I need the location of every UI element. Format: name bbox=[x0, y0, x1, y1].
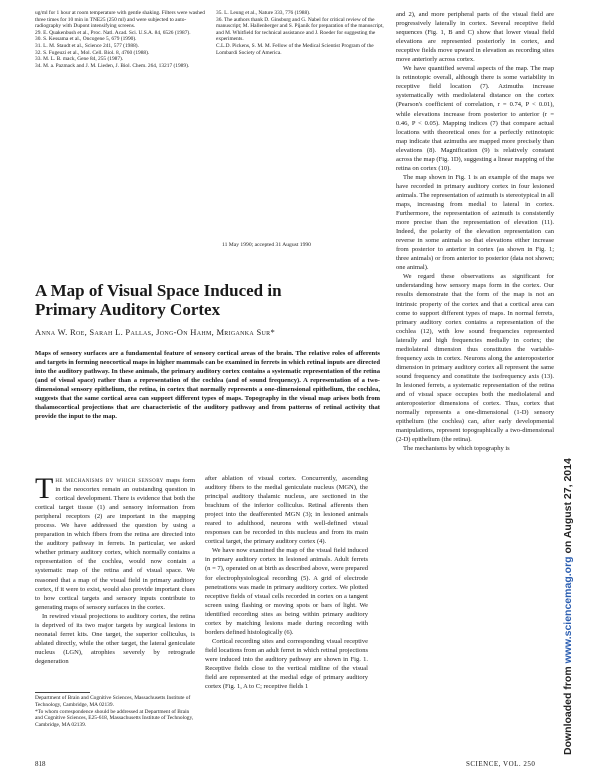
body-paragraph: The mechanisms by which topography is bbox=[403, 445, 510, 453]
title-line: Primary Auditory Cortex bbox=[35, 299, 221, 319]
body-paragraph: We have now examined the map of the visual field induced in primary auditory cortex in lesioned animals. Adult ferrets (n = 7), operated on at birth as described above, were prepared for electrophysiological recording (5). A grid of electrode penetrations was made in primary auditory cortex. We plotted receptive fields of visual cells recorded in cortex on a tangent screen using flashing or moving spots or bars of light. We identified recording sites as being within primary auditory cortex by matching lesions made during recording with borders defined histologically (6). bbox=[205, 547, 368, 636]
affiliation-note: Department of Brain and Cognitive Sciences, Massachusetts Institute of Technology, Cambridge, MA 02139. bbox=[35, 695, 191, 708]
abstract: Maps of sensory surfaces are a fundamental feature of sensory cortical areas of the brain. The relative roles of afferents and targets in forming neocortical maps in higher mammals can be examined in ferrets in which retinal inputs are directed into the auditory pathway. In these animals, the primary auditory cortex contains a systematic representation of the retina (and of visual space) rather than a representation of the cochlea (and of sound frequency). A representation of a two-dimensional sensory epithelium, the retina, in cortex that normally represents a one-dimensional epithelium, the cochlea, suggests that the same cortical area can support different types of maps. Topography in the visual map arises both from thalamocortical projections that are characteristic of the auditory pathway and from patterns of retinal activity that provide the input to the map. bbox=[35, 350, 380, 420]
article-title bbox=[35, 282, 375, 319]
received-date: 11 May 1990; accepted 31 August 1990 bbox=[222, 242, 311, 248]
body-paragraph: The map shown in Fig. 1 is an example of the maps we have recorded in primary auditory cortex in four lesioned animals. The representation of azimuth is stereotypical in all maps, increasing from medial to lateral in cortex. Furthermore, the representation of azimuth is consistently more precise than the representation of elevation (11). Indeed, the polarity of the elevation representation can reverse in some animals so that elevations either increase from posterior to anterior in cortex (as shown in Fig. 1; three animals) or from anterior to posterior (data not shown; one animal). bbox=[396, 173, 554, 272]
reference-entry: ug/ml for 1 hour at room temperature with gentle shaking. Filters were washed three times for 10 min in TNE25 (250 ml) and were subjected to auto-radiography with Dupont intensifying screens. bbox=[35, 10, 205, 30]
body-paragraph: after ablation of visual cortex. Concurrently, ascending auditory fibers to the medial geniculate nucleus (MGN), the principal auditory thalamic nucleus, are sectioned in the brachium of the inferior colliculus. Retinal afferents then project into the deafferented MGN (3); in lesioned animals reared to adulthood, neurons with well-defined visual responses can be recorded in this nucleus and from its main cortical target, the primary auditory cortex (4). bbox=[205, 475, 368, 546]
body-paragraph bbox=[35, 472, 195, 612]
body-paragraph: and 2), and more peripheral parts of the visual field are progressively laterally in cortex. Several receptive field sequences (Fig. 1, B and C) show that lower visual field elevations are represented posteriorly in cortex, and receptive fields move upward in elevation as recording sites move anteriorly across cortex. bbox=[396, 11, 554, 64]
body-paragraph: Cortical recording sites and corresponding visual receptive field locations from an adult ferret in which retinal projections were induced into the auditory pathway are shown in Fig. 1. Receptive fields close to the vertical midline of the visual field are represented at the medial edge of primary auditory cortex (Fig. 1, A to C; receptive fields 1 bbox=[205, 637, 368, 691]
references-left bbox=[35, 10, 207, 69]
body-paragraph: We regard these observations as significant for understanding how sensory maps form in the cortex. Our results demonstrate that the form of the map is not an intrinsic property of the cortex and that a cortical area can come to support different types of maps. In normal ferrets, primary auditory cortex contains a representation of the cochlea (12), with low sound frequencies represented laterally and high frequencies medially in cortex; the mediolateral dimension thus constitutes the variable-frequency axis in cortex. Neurons along the anteroposterior dimension in primary auditory cortex all represent the same sound frequency and constitute the isofrequency axis (13). In lesioned ferrets, a systematic representation of the retina and of visual space occupies both the mediolateral and anteroposterior dimensions of cortex. Thus, cortex that normally represents a one-dimensional (1-D) sensory epithelium (the cochlea) can, after early developmental manipulations, represent topographically a two-dimensional (2-D) epithelium (the retina). bbox=[396, 273, 554, 444]
watermark-link[interactable]: www.sciencemag.org bbox=[562, 556, 574, 664]
watermark-suffix: on August 27, 2014 bbox=[562, 458, 574, 557]
reference-entry: 30. S. Kessama et al., Oncogene 5, 679 (1990). bbox=[35, 36, 137, 43]
reference-entry: 35. L. Leung et al., Nature 333, 776 (1988). bbox=[216, 10, 311, 16]
body-column-2 bbox=[205, 474, 368, 691]
body-paragraph: In rewired visual projections to auditory cortex, the retina is deprived of its two major targets by surgical lesions in neonatal ferret kits. One target, the superior colliculus, is ablated directly, while the other target, the lateral geniculate nucleus (LGN), atrophies severely by retrograde degeneration bbox=[35, 612, 195, 665]
title-line: A Map of Visual Space Induced in bbox=[35, 281, 282, 300]
lead-in-caps: he mechanisms by which sensory bbox=[55, 477, 164, 484]
author-footnotes bbox=[35, 695, 195, 729]
body-paragraph: We have quantified several aspects of the map. The map is retinotopic overall, although there is some variability in receptive field location (7). Azimuths increase systematically with mediolateral distance on the cortex (Pearson's coefficient of correlation, r = 0.74, P < 0.01), while elevations increase from posterior to anterior (r = 0.46, P < 0.05). Mapping indices (7) that compare actual locations with theoretical ones for a perfectly retinotopic map indicate that azimuths are mapped more precisely than elevations (8). Magnification (9) is relatively constant across the map (Fig. 1D), suggesting a linear mapping of the retina on cortex (10). bbox=[396, 65, 554, 172]
references-middle bbox=[216, 10, 388, 56]
body-column-1 bbox=[35, 472, 195, 666]
watermark-prefix: Downloaded from bbox=[562, 663, 574, 755]
author-list: Anna W. Roe, Sarah L. Pallas, Jong-On Hahm, Mriganka Sur* bbox=[35, 327, 276, 337]
reference-entry: 36. The authors thank D. Ginsburg and G. Nabel for critical review of the manuscript; M. Hallenberger and S. Pijanik for preparation of the manuscript, and M. Whitfield for technical assistance and J. Roeder for suggesting the experiments. bbox=[216, 16, 384, 43]
reference-entry: 32. S. Fugeuzi et al., Mol. Cell. Biol. 8, 4760 (1988). bbox=[35, 49, 150, 56]
reference-entry: 34. M. a. Pazmack and J. M. Lieden, J. Biol. Chem. 264, 13217 (1989). bbox=[35, 62, 190, 69]
drop-cap: T bbox=[35, 472, 54, 505]
footnote-divider bbox=[35, 692, 90, 693]
reference-entry: 33. M. L. B. mack, Gene 84, 255 (1987). bbox=[35, 56, 124, 63]
paragraph-text: maps form in the neocortex remain an outstanding question in cortical development. There is evidence that both the cortical target tissue (1) and sensory information from peripheral receptors (2) are important in the mapping process. We have addressed the question by using a preparation in which fibers from the retina are directed into the auditory pathway in ferrets. In particular, we asked whether primary auditory cortex, which normally contains a representation of the cochlea, would now contain a systematic map of the retina and of visual space. We reasoned that a map of the visual field in primary auditory cortex, if it were to exist, would also provide important clues to how cortical targets and sensory inputs contribute to generating maps of sensory surfaces in the cortex. bbox=[35, 477, 195, 611]
correspondence-note: *To whom correspondence should be addressed at Department of Brain and Cognitive Sciences, E25-618, Massachusetts Institute of Technology, Cambridge, MA 02139. bbox=[35, 708, 194, 729]
reference-entry: C.L.D. Pickens, S. M. M. Fellow of the Medical Scientist Program of the Lombardi Society of America. bbox=[216, 42, 374, 56]
download-watermark bbox=[562, 235, 574, 755]
body-column-3 bbox=[396, 10, 554, 453]
journal-volume: SCIENCE, VOL. 250 bbox=[466, 760, 536, 768]
reference-entry: 31. L. M. Staudt et al., Science 241, 577 (1988). bbox=[35, 42, 139, 49]
reference-entry: 29. E. Quakenbush et al., Proc. Natl. Acad. Sci. U.S.A. 84, 6526 (1987). bbox=[35, 29, 191, 36]
page-number: 818 bbox=[35, 760, 46, 768]
